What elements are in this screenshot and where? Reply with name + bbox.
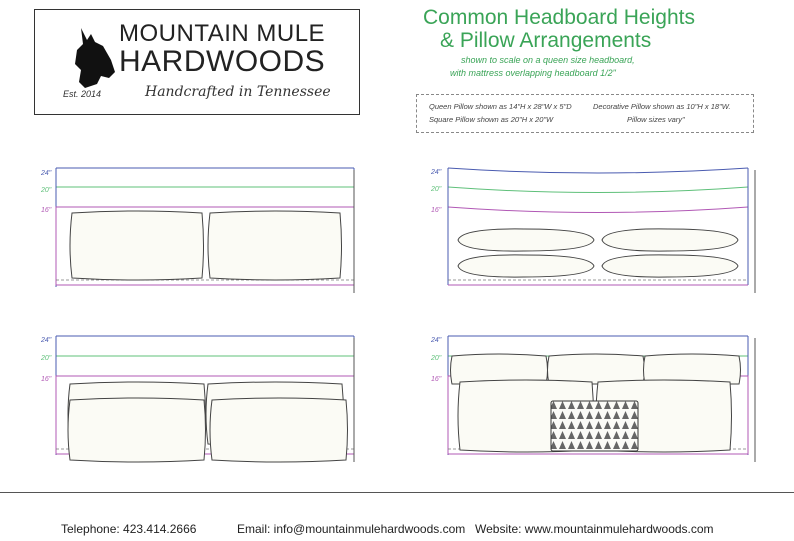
page-title-line2: & Pillow Arrangements <box>440 29 652 52</box>
diagram-top-right <box>430 168 755 293</box>
height-label-20: 20" <box>41 187 52 194</box>
height-label-24: 24" <box>41 170 52 177</box>
height-label-16: 16" <box>41 207 52 214</box>
legend-square: Square Pillow shown as 20"H x 20"W <box>429 115 554 124</box>
brand-name-line2: HARDWOODS <box>119 45 326 78</box>
footer-telephone: Telephone: 423.414.2666 <box>61 522 197 536</box>
height-label-16: 16" <box>41 376 52 383</box>
height-label-20: 20" <box>431 186 442 193</box>
diagram-bottom-right <box>430 336 755 462</box>
footer-website: Website: www.mountainmulehardwoods.com <box>475 522 714 536</box>
page-title-line1: Common Headboard Heights <box>423 6 695 29</box>
legend-queen: Queen Pillow shown as 14"H x 28"W x 5"D <box>429 102 572 111</box>
footer-divider <box>0 492 794 493</box>
height-label-24: 24" <box>431 337 442 344</box>
height-label-24: 24" <box>431 169 442 176</box>
tagline: Handcrafted in Tennessee <box>145 84 331 100</box>
decorative-pillow <box>551 401 638 451</box>
diagram-bottom-left <box>40 336 354 462</box>
diagram-top-left <box>40 168 354 293</box>
height-label-20: 20" <box>431 355 442 362</box>
subtitle-line1: shown to scale on a queen size headboard, <box>461 55 635 65</box>
established-label: Est. 2014 <box>63 89 102 99</box>
height-label-16: 16" <box>431 376 442 383</box>
subtitle-line2: with mattress overlapping headboard 1/2" <box>450 68 616 78</box>
legend-decorative: Decorative Pillow shown as 10"H x 18"W. <box>593 102 731 111</box>
height-label-20: 20" <box>41 355 52 362</box>
legend-note: Pillow sizes vary" <box>627 115 685 124</box>
footer-email: Email: info@mountainmulehardwoods.com <box>237 522 466 536</box>
height-label-16: 16" <box>431 207 442 214</box>
height-label-24: 24" <box>41 337 52 344</box>
brand-name-line1: MOUNTAIN MULE <box>119 20 326 47</box>
